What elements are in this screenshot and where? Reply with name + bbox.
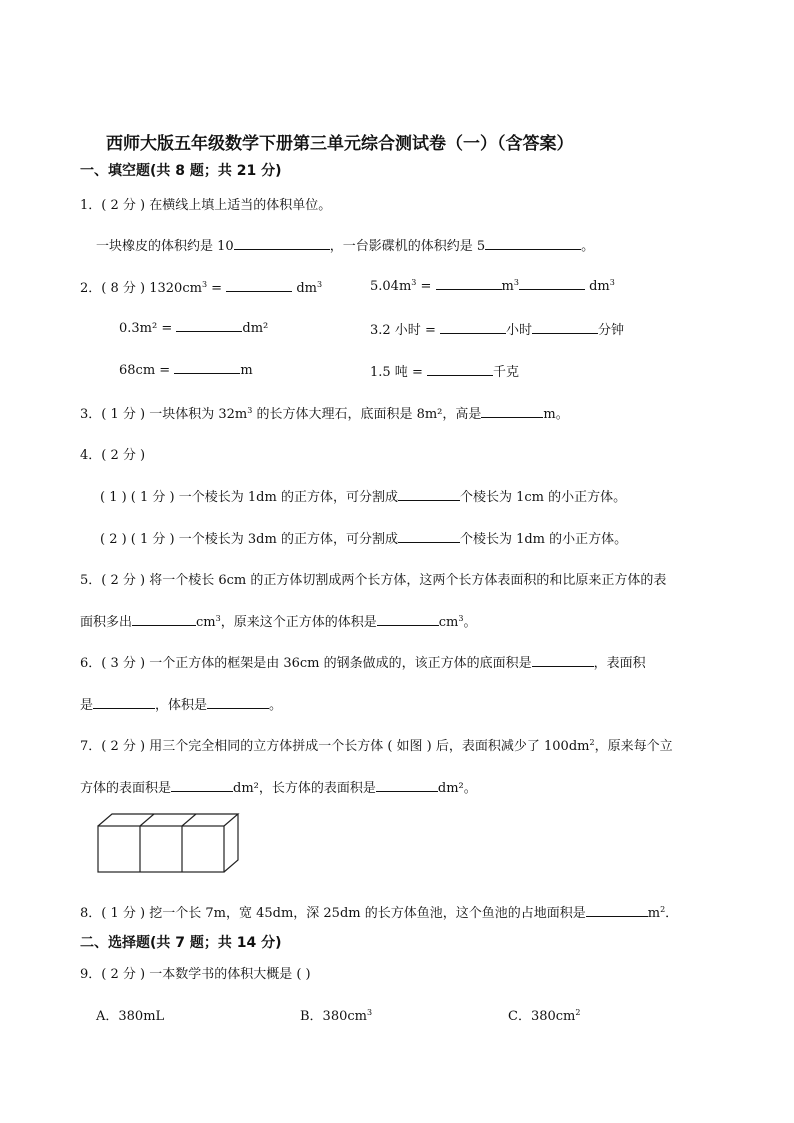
question-1-stem: 1．( 2 分 ) 在横线上填上适当的体积单位。 — [80, 198, 332, 213]
unit: cm — [438, 615, 459, 630]
option-c[interactable] — [508, 1005, 580, 1024]
question-5-line-1: 5．( 2 分 ) 将一个棱长 6cm 的正方体切割成两个长方体，这两个长方体表面积的和比原来正方体的表 — [80, 573, 667, 588]
q6-text-mid: ，体积是 — [155, 698, 208, 713]
question-2-row-1b — [370, 277, 615, 294]
cube-divider-top — [182, 814, 196, 826]
question-7-line-2 — [80, 777, 477, 796]
answer-blank[interactable] — [485, 237, 581, 250]
cuboid-front-face — [98, 826, 224, 872]
answer-blank[interactable] — [226, 279, 292, 292]
answer-blank[interactable] — [93, 696, 155, 709]
superscript: 3 — [458, 614, 464, 623]
period: 。 — [269, 698, 283, 713]
q6-text-2: 是 — [80, 698, 94, 713]
question-6-line-2 — [80, 694, 282, 713]
q3-text-mid: 的长方体大理石，底面积是 8m²，高是 — [252, 407, 482, 422]
q2-r1a-value: 1320cm — [149, 281, 202, 296]
question-9-stem: 9．( 2 分 ) 一本数学书的体积大概是 ( ) — [80, 967, 311, 982]
superscript: 3 — [201, 280, 208, 289]
superscript: 3 — [247, 406, 253, 415]
superscript: 2 — [589, 738, 595, 747]
question-6-line-1 — [80, 652, 646, 671]
answer-blank[interactable] — [377, 613, 439, 626]
superscript: 3 — [366, 1008, 373, 1017]
q1-text-a: 一块橡皮的体积约是 10 — [96, 239, 234, 254]
answer-blank[interactable] — [519, 277, 585, 290]
answer-blank[interactable] — [376, 779, 438, 792]
q5-text: 面积多出 — [80, 615, 133, 630]
q6-text-end: ，表面积 — [593, 656, 646, 671]
q4-s2-text-end: 个棱长为 1dm 的小正方体。 — [459, 532, 628, 547]
q5-text-mid: ，原来这个正方体的体积是 — [220, 615, 377, 630]
option-b[interactable] — [300, 1005, 372, 1024]
question-2-row-2a — [119, 319, 268, 336]
option-a[interactable]: A．380mL — [96, 1009, 165, 1024]
answer-blank[interactable] — [436, 277, 502, 290]
q2-number: 2．( 8 分 ) — [80, 281, 146, 296]
question-7-line-1 — [80, 735, 673, 754]
cuboid-side-face — [224, 814, 238, 872]
q4-s1-text: ( 1 ) ( 1 分 ) 一个棱长为 1dm 的正方体，可分割成 — [100, 490, 398, 505]
q8-text: 8．( 1 分 ) 挖一个长 7m，宽 45dm，深 25dm 的长方体鱼池，这个鱼池的占地面积是 — [80, 906, 586, 921]
q7-text-end: ，原来每个立 — [594, 739, 673, 754]
q2-r3b-value: 1.5 吨 = — [370, 365, 427, 380]
equals: = — [416, 279, 436, 294]
superscript: 3 — [513, 278, 519, 287]
unit: m — [647, 906, 661, 921]
q2-r2a-value: 0.3m² = — [119, 321, 177, 336]
cuboid-top-face — [98, 814, 238, 826]
superscript: 3 — [215, 614, 221, 623]
question-2-row-3a — [119, 361, 253, 378]
answer-blank[interactable] — [532, 654, 594, 667]
q1-text-c: 。 — [581, 239, 595, 254]
answer-blank[interactable] — [234, 237, 330, 250]
q2-r2b-value: 3.2 小时 = — [370, 323, 440, 338]
unit: dm² — [242, 321, 269, 336]
answer-blank[interactable] — [532, 321, 598, 334]
superscript: 2 — [575, 1008, 581, 1017]
page-title: 西师大版五年级数学下册第三单元综合测试卷（一）（含答案） — [106, 134, 574, 154]
unit: m — [240, 363, 253, 378]
q2-r1b-value: 5.04m — [370, 279, 412, 294]
unit: m — [501, 279, 514, 294]
q4-s1-text-end: 个棱长为 1cm 的小正方体。 — [459, 490, 627, 505]
option-c-label: C．380cm — [508, 1009, 576, 1024]
superscript: 3 — [609, 278, 615, 287]
q6-text: 6．( 3 分 ) 一个正方体的框架是由 36cm 的钢条做成的，该正方体的底面积是 — [80, 656, 532, 671]
answer-blank[interactable] — [398, 488, 460, 501]
question-4-stem: 4．( 2 分 ) — [80, 448, 146, 463]
unit: 分钟 — [597, 323, 624, 338]
answer-blank[interactable] — [398, 530, 460, 543]
q7-text: 7．( 2 分 ) 用三个完全相同的立方体拼成一个长方体 ( 如图 ) 后，表面积减少了 100dm — [80, 739, 590, 754]
unit: m。 — [543, 407, 569, 422]
answer-blank[interactable] — [171, 779, 233, 792]
cube-divider-top — [140, 814, 154, 826]
answer-blank[interactable] — [440, 321, 506, 334]
unit: 小时 — [505, 323, 532, 338]
unit: cm — [196, 615, 216, 630]
unit: dm²。 — [437, 781, 477, 796]
q2-r3a-value: 68cm = — [119, 363, 175, 378]
period: ． — [665, 906, 679, 921]
question-5-line-2 — [80, 611, 476, 630]
q1-text-b: ，一台影碟机的体积约是 5 — [329, 239, 486, 254]
equals: = — [207, 281, 227, 296]
superscript: 3 — [316, 280, 323, 289]
section-heading-multiple-choice: 二、选择题(共 7 题；共 14 分) — [80, 935, 282, 951]
question-8 — [80, 902, 678, 921]
three-cubes-figure — [96, 812, 242, 874]
question-2-row-3b — [370, 361, 519, 380]
answer-blank[interactable] — [586, 904, 648, 917]
answer-blank[interactable] — [176, 319, 242, 332]
answer-blank[interactable] — [427, 363, 493, 376]
answer-blank[interactable] — [481, 405, 543, 418]
question-4-sub-2 — [100, 528, 627, 547]
unit: 千克 — [492, 365, 519, 380]
question-4-sub-1 — [100, 486, 626, 505]
question-2-row-1a — [80, 277, 322, 296]
q4-s2-text: ( 2 ) ( 1 分 ) 一个棱长为 3dm 的正方体，可分割成 — [100, 532, 398, 547]
question-3 — [80, 403, 569, 422]
question-2-row-2b — [370, 319, 624, 338]
superscript: 3 — [411, 278, 417, 287]
option-b-label: B．380cm — [300, 1009, 367, 1024]
q7-text-2: 方体的表面积是 — [80, 781, 172, 796]
question-1-body — [96, 235, 594, 254]
answer-blank[interactable] — [207, 696, 269, 709]
q7-text-mid: dm²，长方体的表面积是 — [233, 781, 376, 796]
answer-blank[interactable] — [174, 361, 240, 374]
answer-blank[interactable] — [132, 613, 196, 626]
unit: dm — [292, 281, 317, 296]
section-heading-fill-in: 一、填空题(共 8 题；共 21 分) — [80, 163, 282, 179]
q3-text: 3．( 1 分 ) 一块体积为 32m — [80, 407, 248, 422]
period: 。 — [463, 615, 477, 630]
superscript: 2 — [660, 905, 666, 914]
unit: dm — [584, 279, 610, 294]
